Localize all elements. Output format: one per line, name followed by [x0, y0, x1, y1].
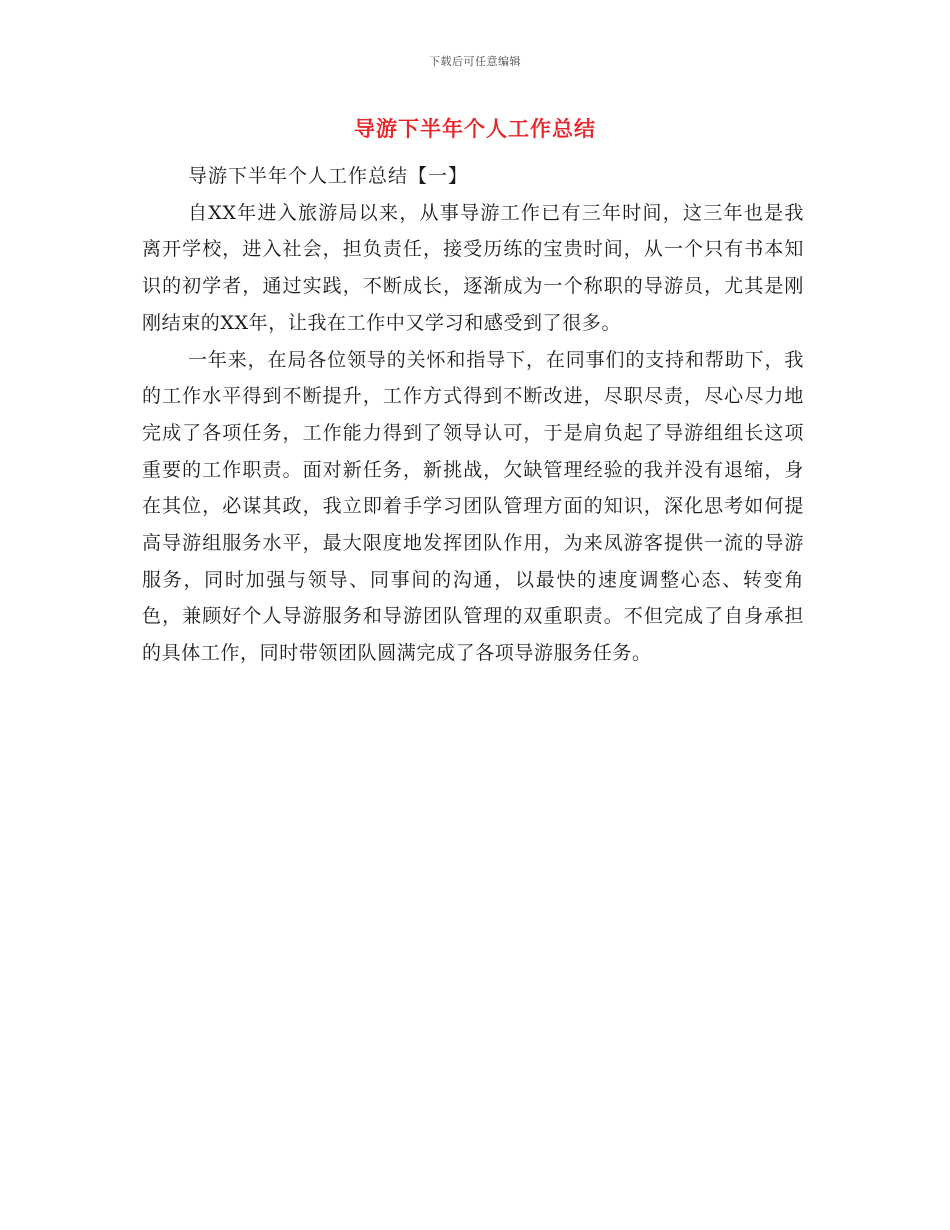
document-title: 导游下半年个人工作总结: [354, 117, 596, 141]
section-heading: 导游下半年个人工作总结【一】: [188, 165, 469, 187]
paragraph-1: 自XX年进入旅游局以来，从事导游工作已有三年时间，这三年也是我离开学校，进入社会，担负责任，接受历练的宝贵时间，从一个只有书本知识的初学者，通过实践，不断成长，逐渐成为一个称职的导游员，尤其是刚刚结束的XX年，让我在工作中又学习和感受到了很多。: [142, 201, 804, 334]
paragraph-2: 一年来，在局各位领导的关怀和指导下，在同事们的支持和帮助下，我的工作水平得到不断提升，工作方式得到不断改进，尽职尽责，尽心尽力地完成了各项任务，工作能力得到了领导认可，于是肩负起了导游组组长这项重要的工作职责。面对新任务，新挑战，欠缺管理经验的我并没有退缩，身在其位，必谋其政，我立即着手学习团队管理方面的知识，深化思考如何提高导游组服务水平，最大限度地发挥团队作用，为来凤游客提供一流的导游服务，同时加强与领导、同事间的沟通，以最快的速度调整心态、转变角色，兼顾好个人导游服务和导游团队管理的双重职责。不但完成了自身承担的具体工作，同时带领团队圆满完成了各项导游服务任务。: [142, 348, 804, 665]
document-body: [142, 158, 804, 672]
page-header-note: 下载后可任意编辑: [429, 55, 521, 68]
